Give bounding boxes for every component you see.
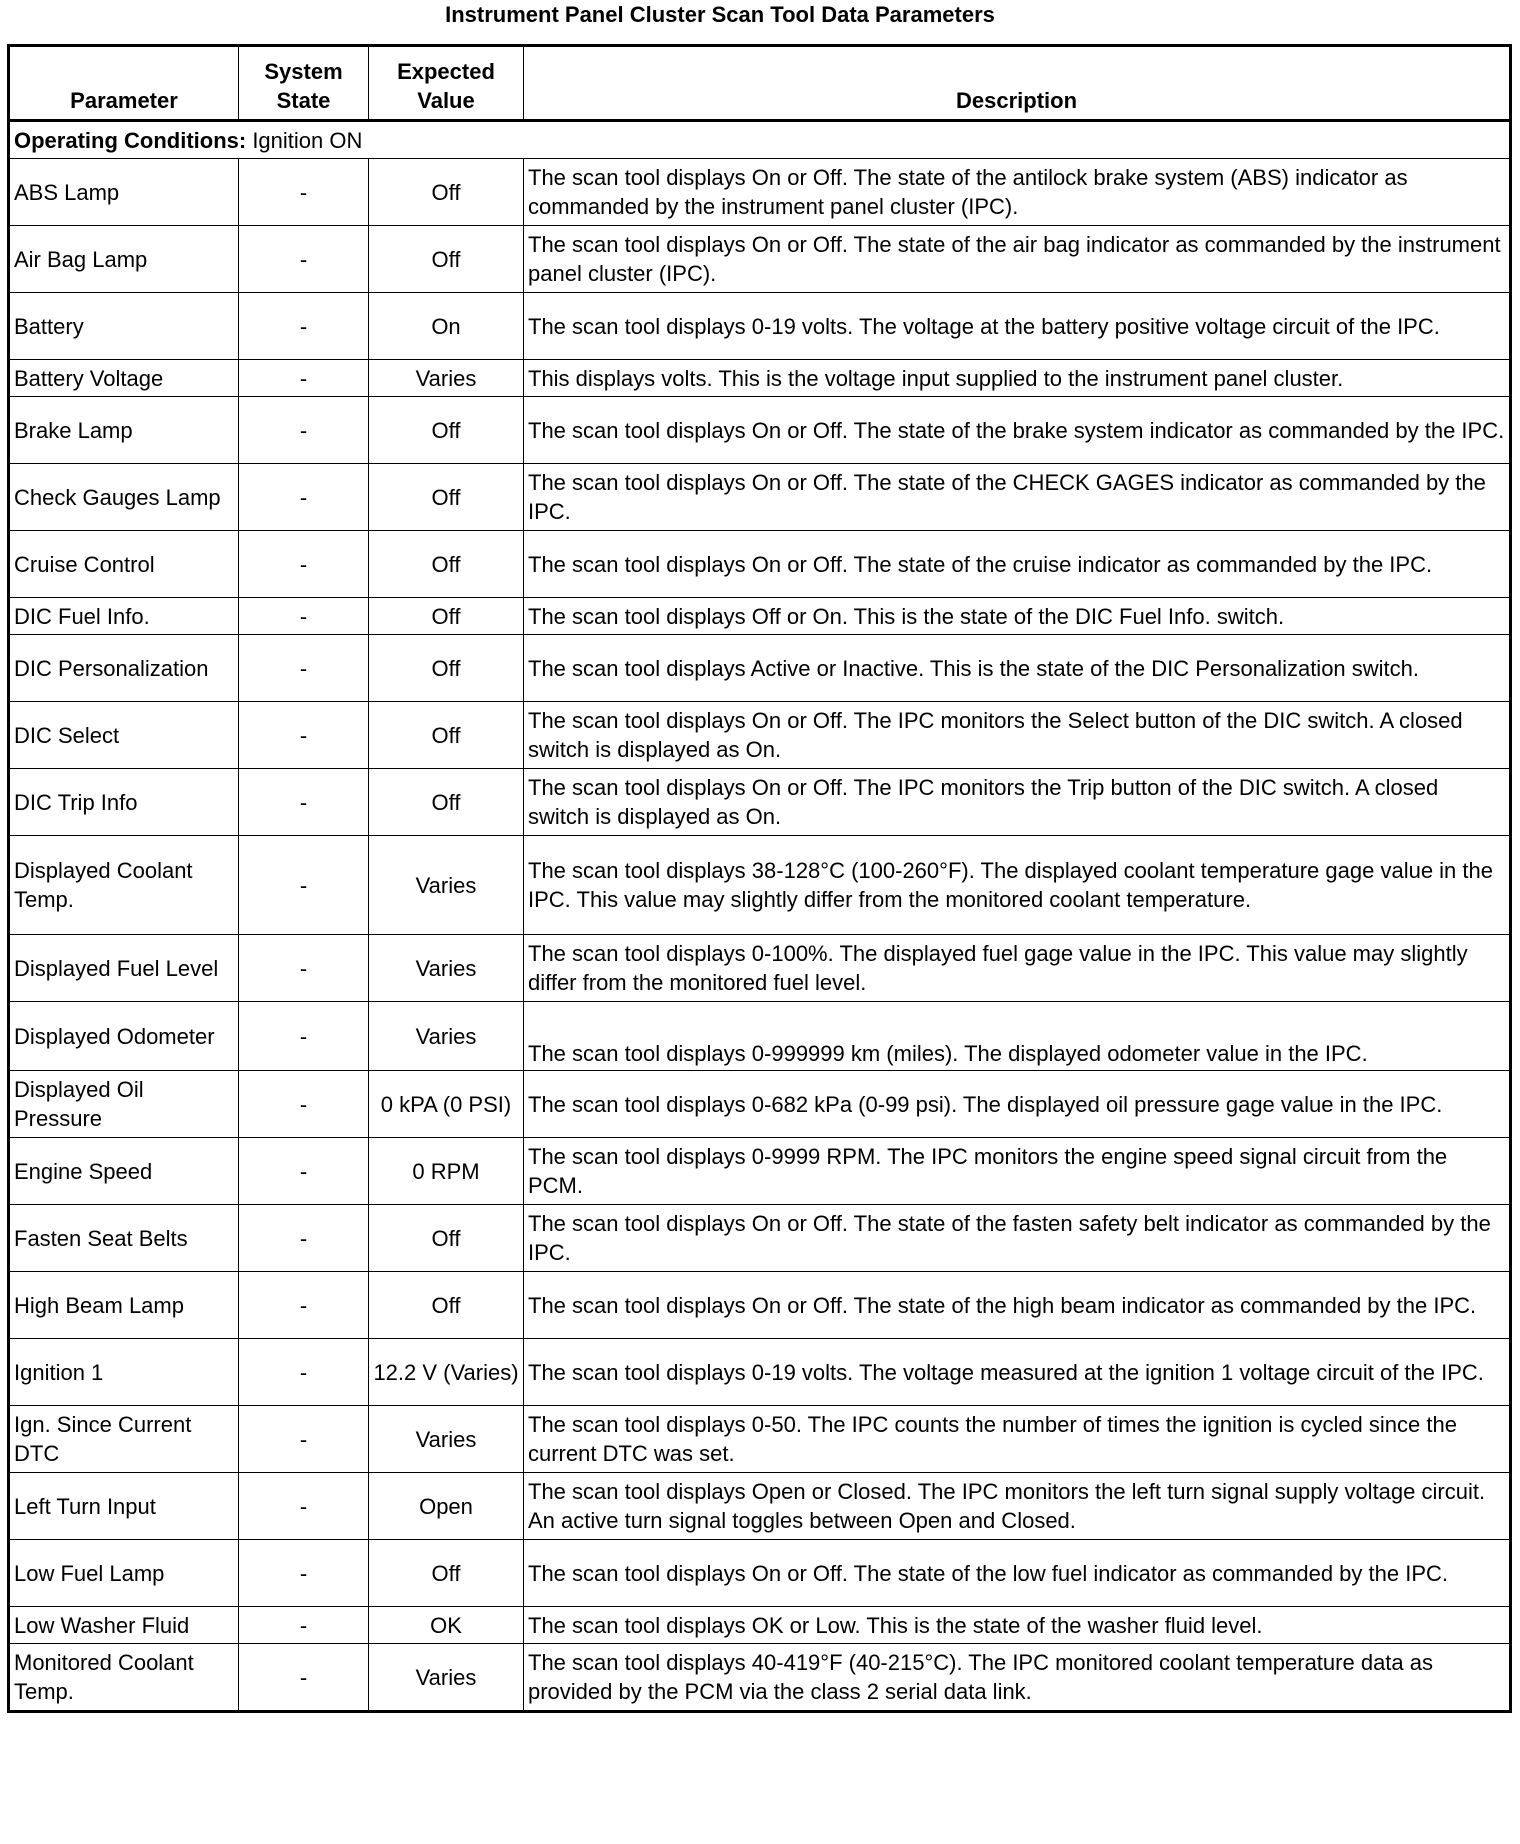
expected-value-cell: Off	[369, 1540, 524, 1607]
expected-value-cell: On	[369, 293, 524, 360]
header-description: Description	[524, 46, 1511, 121]
system-state-cell: -	[239, 1138, 369, 1205]
table-row	[9, 1272, 1511, 1339]
expected-value-cell: Varies	[369, 360, 524, 397]
parameter-cell: Displayed Fuel Level	[9, 935, 239, 1002]
system-state-cell: -	[239, 531, 369, 598]
system-state-cell: -	[239, 159, 369, 226]
description-cell: The scan tool displays 0-19 volts. The voltage measured at the ignition 1 voltage circuit of the IPC.	[524, 1339, 1511, 1406]
parameter-cell: Displayed Oil Pressure	[9, 1071, 239, 1138]
description-cell: The scan tool displays 0-100%. The displayed fuel gage value in the IPC. This value may slightly differ from the monitored fuel level.	[524, 935, 1511, 1002]
parameter-cell: DIC Select	[9, 702, 239, 769]
table-row	[9, 1540, 1511, 1607]
header-system-state: System State	[239, 46, 369, 121]
description-cell: The scan tool displays On or Off. The state of the brake system indicator as commanded by the IPC.	[524, 397, 1511, 464]
description-cell: The scan tool displays On or Off. The state of the CHECK GAGES indicator as commanded by the IPC.	[524, 464, 1511, 531]
parameter-cell: DIC Trip Info	[9, 769, 239, 836]
table-row	[9, 1339, 1511, 1406]
table-row	[9, 598, 1511, 635]
expected-value-cell: Varies	[369, 1002, 524, 1071]
expected-value-cell: Off	[369, 159, 524, 226]
description-cell: The scan tool displays Off or On. This is the state of the DIC Fuel Info. switch.	[524, 598, 1511, 635]
expected-value-cell: Off	[369, 598, 524, 635]
header-expected-value: Expected Value	[369, 46, 524, 121]
system-state-cell: -	[239, 360, 369, 397]
expected-value-cell: Off	[369, 226, 524, 293]
description-cell: The scan tool displays On or Off. The state of the air bag indicator as commanded by the instrument panel cluster (IPC).	[524, 226, 1511, 293]
expected-value-cell: 0 RPM	[369, 1138, 524, 1205]
parameter-cell: Cruise Control	[9, 531, 239, 598]
system-state-cell: -	[239, 1644, 369, 1712]
expected-value-cell: Off	[369, 1205, 524, 1272]
expected-value-cell: Off	[369, 769, 524, 836]
system-state-cell: -	[239, 1002, 369, 1071]
system-state-cell: -	[239, 1339, 369, 1406]
description-cell: The scan tool displays 0-50. The IPC counts the number of times the ignition is cycled since the current DTC was set.	[524, 1406, 1511, 1473]
expected-value-cell: Off	[369, 1272, 524, 1339]
expected-value-cell: Off	[369, 635, 524, 702]
system-state-cell: -	[239, 226, 369, 293]
parameter-cell: DIC Fuel Info.	[9, 598, 239, 635]
description-cell: The scan tool displays On or Off. The IPC monitors the Trip button of the DIC switch. A closed switch is displayed as On.	[524, 769, 1511, 836]
description-cell: The scan tool displays On or Off. The state of the high beam indicator as commanded by the IPC.	[524, 1272, 1511, 1339]
description-cell: The scan tool displays 0-999999 km (miles). The displayed odometer value in the IPC.	[524, 1002, 1511, 1071]
table-row	[9, 159, 1511, 226]
description-cell: This displays volts. This is the voltage input supplied to the instrument panel cluster.	[524, 360, 1511, 397]
system-state-cell: -	[239, 1071, 369, 1138]
parameter-cell: Brake Lamp	[9, 397, 239, 464]
description-cell: The scan tool displays On or Off. The state of the antilock brake system (ABS) indicator as commanded by the instrument panel cluster (IPC).	[524, 159, 1511, 226]
description-cell: The scan tool displays Open or Closed. The IPC monitors the left turn signal supply voltage circuit. An active turn signal toggles between Open and Closed.	[524, 1473, 1511, 1540]
table-row	[9, 397, 1511, 464]
operating-conditions	[9, 121, 1511, 159]
table-row	[9, 1607, 1511, 1644]
system-state-cell: -	[239, 836, 369, 935]
parameter-cell: ABS Lamp	[9, 159, 239, 226]
table-row	[9, 1406, 1511, 1473]
expected-value-cell: Off	[369, 397, 524, 464]
table-row	[9, 1644, 1511, 1712]
operating-conditions-label: Operating Conditions:	[14, 127, 247, 153]
operating-conditions-row	[9, 121, 1511, 159]
system-state-cell: -	[239, 1540, 369, 1607]
table-row	[9, 464, 1511, 531]
expected-value-cell: Open	[369, 1473, 524, 1540]
header-parameter: Parameter	[9, 46, 239, 121]
parameter-cell: Check Gauges Lamp	[9, 464, 239, 531]
expected-value-cell: OK	[369, 1607, 524, 1644]
description-cell: The scan tool displays 40-419°F (40-215°C). The IPC monitored coolant temperature data as provided by the PCM via the class 2 serial data link.	[524, 1644, 1511, 1712]
expected-value-cell: Varies	[369, 1406, 524, 1473]
parameter-cell: Battery Voltage	[9, 360, 239, 397]
parameter-cell: Engine Speed	[9, 1138, 239, 1205]
description-cell: The scan tool displays 0-19 volts. The voltage at the battery positive voltage circuit of the IPC.	[524, 293, 1511, 360]
table-row	[9, 226, 1511, 293]
table-row	[9, 293, 1511, 360]
table-row	[9, 769, 1511, 836]
description-cell: The scan tool displays 0-682 kPa (0-99 psi). The displayed oil pressure gage value in the IPC.	[524, 1071, 1511, 1138]
system-state-cell: -	[239, 1607, 369, 1644]
parameter-cell: Monitored Coolant Temp.	[9, 1644, 239, 1712]
description-cell: The scan tool displays On or Off. The state of the cruise indicator as commanded by the IPC.	[524, 531, 1511, 598]
expected-value-cell: Varies	[369, 935, 524, 1002]
parameter-cell: Low Washer Fluid	[9, 1607, 239, 1644]
operating-conditions-value: Ignition ON	[246, 127, 363, 153]
table-row	[9, 635, 1511, 702]
parameter-cell: Low Fuel Lamp	[9, 1540, 239, 1607]
document-title: Instrument Panel Cluster Scan Tool Data Parameters	[445, 2, 995, 27]
description-cell: The scan tool displays 38-128°C (100-260°F). The displayed coolant temperature gage value in the IPC. This value may slightly differ from the monitored coolant temperature.	[524, 836, 1511, 935]
expected-value-cell: Varies	[369, 1644, 524, 1712]
description-cell: The scan tool displays On or Off. The state of the low fuel indicator as commanded by the IPC.	[524, 1540, 1511, 1607]
system-state-cell: -	[239, 397, 369, 464]
system-state-cell: -	[239, 293, 369, 360]
system-state-cell: -	[239, 635, 369, 702]
parameter-cell: Ignition 1	[9, 1339, 239, 1406]
parameter-cell: Fasten Seat Belts	[9, 1205, 239, 1272]
table-row	[9, 531, 1511, 598]
expected-value-cell: 12.2 V (Varies)	[369, 1339, 524, 1406]
parameter-cell: High Beam Lamp	[9, 1272, 239, 1339]
expected-value-cell: Off	[369, 702, 524, 769]
parameter-cell: DIC Personalization	[9, 635, 239, 702]
system-state-cell: -	[239, 702, 369, 769]
system-state-cell: -	[239, 598, 369, 635]
parameter-cell: Left Turn Input	[9, 1473, 239, 1540]
expected-value-cell: Off	[369, 464, 524, 531]
description-cell: The scan tool displays 0-9999 RPM. The IPC monitors the engine speed signal circuit from the PCM.	[524, 1138, 1511, 1205]
expected-value-cell: Varies	[369, 836, 524, 935]
table-row	[9, 1205, 1511, 1272]
table-row	[9, 702, 1511, 769]
expected-value-cell: 0 kPA (0 PSI)	[369, 1071, 524, 1138]
scan-tool-parameters-table	[7, 44, 1512, 1713]
table-row	[9, 1071, 1511, 1138]
system-state-cell: -	[239, 464, 369, 531]
system-state-cell: -	[239, 769, 369, 836]
description-cell: The scan tool displays On or Off. The IPC monitors the Select button of the DIC switch. A closed switch is displayed as On.	[524, 702, 1511, 769]
system-state-cell: -	[239, 1473, 369, 1540]
table-row	[9, 935, 1511, 1002]
description-cell: The scan tool displays OK or Low. This is the state of the washer fluid level.	[524, 1607, 1511, 1644]
table-row	[9, 1002, 1511, 1071]
system-state-cell: -	[239, 1406, 369, 1473]
description-cell: The scan tool displays Active or Inactive. This is the state of the DIC Personalization switch.	[524, 635, 1511, 702]
parameter-cell: Displayed Odometer	[9, 1002, 239, 1071]
table-row	[9, 360, 1511, 397]
table-row	[9, 1138, 1511, 1205]
table-header-row	[9, 46, 1511, 121]
table-row	[9, 1473, 1511, 1540]
system-state-cell: -	[239, 1205, 369, 1272]
parameter-cell: Battery	[9, 293, 239, 360]
parameter-cell: Displayed Coolant Temp.	[9, 836, 239, 935]
system-state-cell: -	[239, 1272, 369, 1339]
table-row	[9, 836, 1511, 935]
expected-value-cell: Off	[369, 531, 524, 598]
parameter-cell: Ign. Since Current DTC	[9, 1406, 239, 1473]
description-cell: The scan tool displays On or Off. The state of the fasten safety belt indicator as commanded by the IPC.	[524, 1205, 1511, 1272]
system-state-cell: -	[239, 935, 369, 1002]
parameter-cell: Air Bag Lamp	[9, 226, 239, 293]
